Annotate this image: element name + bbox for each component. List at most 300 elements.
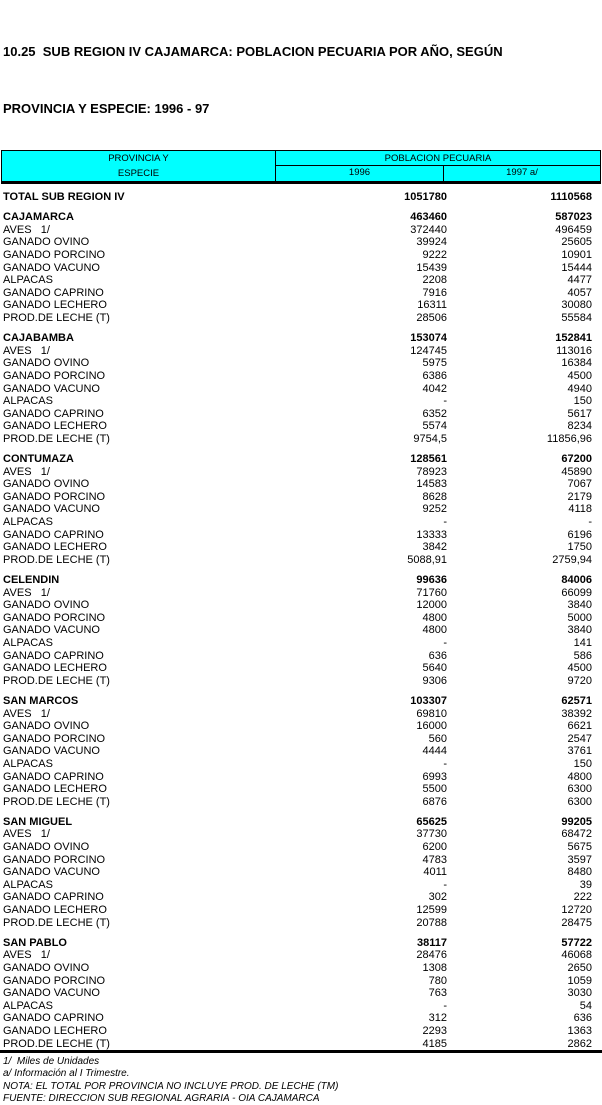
value-1996: -: [443, 516, 447, 529]
value-1996: -: [443, 999, 447, 1012]
row-label: GANADO CAPRINO: [3, 528, 104, 541]
value-1996: 560: [428, 732, 447, 745]
row-spacer: [592, 662, 602, 675]
species-row: [0, 408, 602, 421]
row-spacer: [592, 287, 602, 300]
row-spacer: [592, 624, 602, 637]
province-header-row: [0, 695, 602, 708]
value-1996: 4800: [422, 611, 447, 624]
value-1997: 2862: [567, 1037, 592, 1050]
header-group-poblacion: [276, 151, 600, 181]
value-1996: 4042: [422, 382, 447, 395]
species-row: [0, 612, 602, 625]
row-spacer: [592, 433, 602, 446]
row-spacer: [592, 408, 602, 421]
row-label: GANADO VACUNO: [3, 503, 100, 516]
row-spacer: [592, 841, 602, 854]
row-label: GANADO LECHERO: [3, 783, 107, 796]
value-1997: 141: [573, 636, 592, 649]
province-section: [0, 695, 602, 808]
value-1996: -: [443, 395, 447, 408]
value-1996: 69810: [416, 707, 447, 720]
species-row: [0, 987, 602, 1000]
row-spacer: [592, 299, 602, 312]
value-1997: 99205: [561, 815, 592, 828]
value-1996: 8628: [422, 490, 447, 503]
value-1997: 587023: [555, 211, 592, 224]
value-1997: 3840: [567, 624, 592, 637]
species-row: [0, 675, 602, 688]
row-spacer: [592, 478, 602, 491]
species-row: [0, 1038, 602, 1051]
table-body: [0, 184, 602, 1050]
row-spacer: [592, 758, 602, 771]
value-1996: 6352: [422, 407, 447, 420]
row-label: GANADO LECHERO: [3, 662, 107, 675]
row-spacer: [592, 879, 602, 892]
footnote-fuente: FUENTE: DIRECCION SUB REGIONAL AGRARIA - OIA CAJAMARCA: [3, 1093, 320, 1105]
species-row: [0, 758, 602, 771]
value-1997: 66099: [561, 586, 592, 599]
province-section: [0, 211, 602, 324]
species-row: [0, 745, 602, 758]
row-label: PROD.DE LECHE (T): [3, 1037, 110, 1050]
species-row: [0, 236, 602, 249]
species-row: [0, 949, 602, 962]
province-header-row: [0, 574, 602, 587]
species-row: [0, 891, 602, 904]
row-spacer: [592, 720, 602, 733]
species-row: [0, 541, 602, 554]
value-1996: 5088,91: [407, 553, 447, 566]
province-header-row: [0, 211, 602, 224]
value-1997: 2759,94: [552, 553, 592, 566]
species-row: [0, 249, 602, 262]
value-1996: 4185: [422, 1037, 447, 1050]
value-1996: 5640: [422, 662, 447, 675]
value-1997: 62571: [561, 694, 592, 707]
species-row: [0, 370, 602, 383]
header-poblacion-pecuaria-label: POBLACION PECUARIA: [276, 151, 600, 166]
header-cell-provincia-especie: [2, 151, 276, 181]
value-1996: 20788: [416, 916, 447, 929]
value-1997: 5675: [567, 841, 592, 854]
header-especie-label: ESPECIE: [117, 168, 160, 179]
row-spacer: [592, 345, 602, 358]
row-label: GANADO CAPRINO: [3, 649, 104, 662]
row-label: GANADO PORCINO: [3, 490, 106, 503]
species-row: [0, 224, 602, 237]
species-row: [0, 587, 602, 600]
province-section: [0, 453, 602, 566]
value-1997: 2547: [567, 732, 592, 745]
value-1996: 128561: [410, 453, 447, 466]
value-1996: 5975: [422, 357, 447, 370]
row-spacer: [592, 587, 602, 600]
species-row: [0, 466, 602, 479]
row-spacer: [592, 866, 602, 879]
species-row: [0, 357, 602, 370]
value-1996: 5574: [422, 420, 447, 433]
value-1996: 372440: [410, 223, 447, 236]
value-1996: 463460: [410, 211, 447, 224]
value-1996: 71760: [416, 586, 447, 599]
row-spacer: [592, 370, 602, 383]
row-spacer: [592, 332, 602, 345]
value-1997: 4500: [567, 662, 592, 675]
row-spacer: [592, 1038, 602, 1051]
species-row: [0, 771, 602, 784]
species-row: [0, 637, 602, 650]
page-title: [0, 0, 602, 137]
value-1996: 5500: [422, 783, 447, 796]
value-1996: 78923: [416, 465, 447, 478]
value-1996: 16311: [417, 299, 447, 312]
value-1997: 7067: [567, 478, 592, 491]
species-row: [0, 274, 602, 287]
value-1996: 99636: [416, 574, 447, 586]
value-1997: 38392: [561, 707, 592, 720]
value-1996: 9754,5: [413, 432, 447, 445]
row-label: GANADO PORCINO: [3, 974, 106, 987]
row-spacer: [592, 733, 602, 746]
value-1996: -: [443, 878, 447, 891]
value-1997: 152841: [555, 332, 592, 345]
value-1997: 6300: [567, 795, 592, 808]
value-1997: 113016: [556, 344, 592, 357]
row-label: PROD.DE LECHE (T): [3, 795, 110, 808]
row-label: GANADO VACUNO: [3, 261, 100, 274]
row-label: AVES 1/: [3, 707, 50, 720]
value-1997: 6621: [567, 720, 592, 733]
value-1996: 6993: [422, 770, 447, 783]
value-1997: 4477: [567, 274, 592, 287]
species-row: [0, 420, 602, 433]
row-label: CONTUMAZA: [3, 453, 74, 466]
species-row: [0, 599, 602, 612]
value-1997: 1750: [567, 541, 592, 554]
row-label: SAN MIGUEL: [3, 815, 73, 828]
species-row: [0, 491, 602, 504]
value-1996: 15439: [416, 261, 447, 274]
row-spacer: [592, 796, 602, 809]
total-row: [0, 191, 602, 204]
row-label: SAN PABLO: [3, 936, 67, 949]
province-section: [0, 937, 602, 1050]
row-label: CAJABAMBA: [3, 332, 74, 345]
row-spacer: [592, 599, 602, 612]
species-row: [0, 720, 602, 733]
value-1997: 5617: [567, 407, 592, 420]
value-1997: 150: [573, 757, 592, 770]
row-spacer: [592, 503, 602, 516]
row-spacer: [592, 274, 602, 287]
value-1996: 12599: [416, 904, 447, 917]
value-1997: 5000: [567, 611, 592, 624]
value-1996: 763: [428, 987, 447, 1000]
row-label: GANADO CAPRINO: [3, 1012, 104, 1025]
value-1997: 39: [579, 878, 592, 891]
row-spacer: [592, 650, 602, 663]
footnote-nota: NOTA: EL TOTAL POR PROVINCIA NO INCLUYE PROD. DE LECHE (TM): [3, 1080, 339, 1092]
page-title-line2: PROVINCIA Y ESPECIE: 1996 - 97: [3, 101, 210, 116]
species-row: [0, 433, 602, 446]
value-1996: 4011: [423, 866, 447, 879]
species-row: [0, 828, 602, 841]
value-1996: 9306: [422, 674, 447, 687]
value-1997: 25605: [561, 236, 592, 249]
row-label: GANADO CAPRINO: [3, 891, 104, 904]
value-1996: 6200: [422, 841, 447, 854]
value-1996: 312: [428, 1012, 447, 1025]
row-spacer: [592, 529, 602, 542]
value-1997: -: [588, 516, 592, 529]
species-row: [0, 262, 602, 275]
value-1996: 4800: [422, 624, 447, 637]
row-label: AVES 1/: [3, 586, 50, 599]
row-spacer: [592, 962, 602, 975]
row-spacer: [592, 637, 602, 650]
row-label: GANADO LECHERO: [3, 904, 107, 917]
row-spacer: [592, 612, 602, 625]
row-label: ALPACAS: [3, 395, 53, 408]
species-row: [0, 962, 602, 975]
total-value-1996: 1051780: [404, 191, 447, 203]
species-row: [0, 312, 602, 325]
row-spacer: [592, 249, 602, 262]
value-1997: 10901: [561, 248, 592, 261]
row-spacer: [592, 236, 602, 249]
row-label: GANADO CAPRINO: [3, 407, 104, 420]
province-section: [0, 816, 602, 929]
value-1997: 2179: [567, 490, 592, 503]
value-1996: 13333: [416, 528, 447, 541]
row-spacer: [592, 771, 602, 784]
value-1996: -: [443, 757, 447, 770]
row-label: AVES 1/: [3, 949, 50, 962]
footnote-units: 1/ Miles de Unidades: [3, 1056, 100, 1068]
value-1997: 636: [573, 1012, 592, 1025]
row-label: PROD.DE LECHE (T): [3, 674, 110, 687]
row-spacer: [592, 211, 602, 224]
row-label: GANADO LECHERO: [3, 1024, 107, 1037]
province-section: [0, 332, 602, 445]
total-value-1997: 1110568: [550, 191, 592, 203]
row-spacer: [592, 917, 602, 930]
value-1996: 4783: [422, 853, 447, 866]
value-1997: 150: [573, 395, 592, 408]
value-1996: 65625: [416, 815, 447, 828]
value-1997: 4800: [567, 770, 592, 783]
row-spacer: [592, 891, 602, 904]
value-1996: 7916: [422, 286, 447, 299]
row-label: GANADO OVINO: [3, 236, 90, 249]
value-1997: 2650: [567, 962, 592, 974]
value-1997: 68472: [561, 828, 592, 841]
value-1997: 57722: [561, 936, 592, 949]
value-1996: 780: [428, 974, 447, 987]
province-header-row: [0, 332, 602, 345]
row-spacer: [592, 383, 602, 396]
row-label: GANADO PORCINO: [3, 611, 106, 624]
row-label: PROD.DE LECHE (T): [3, 311, 110, 324]
row-label: GANADO OVINO: [3, 357, 90, 370]
species-row: [0, 1000, 602, 1013]
value-1997: 1059: [567, 974, 592, 987]
value-1996: 12000: [416, 599, 447, 612]
value-1996: 6386: [422, 369, 447, 382]
province-header-row: [0, 937, 602, 950]
row-label: ALPACAS: [3, 999, 53, 1012]
row-label: GANADO LECHERO: [3, 420, 107, 433]
value-1997: 11856,96: [546, 432, 592, 445]
row-spacer: [592, 695, 602, 708]
total-row-label: TOTAL SUB REGION IV: [3, 191, 125, 203]
value-1996: 9252: [422, 503, 447, 516]
species-row: [0, 299, 602, 312]
row-spacer: [592, 745, 602, 758]
value-1996: 38117: [417, 936, 447, 949]
value-1997: 30080: [561, 299, 592, 312]
row-spacer: [592, 466, 602, 479]
species-row: [0, 345, 602, 358]
row-spacer: [592, 1000, 602, 1013]
row-label: GANADO CAPRINO: [3, 286, 104, 299]
species-row: [0, 975, 602, 988]
species-row: [0, 783, 602, 796]
row-spacer: [592, 904, 602, 917]
value-1997: 45890: [561, 465, 592, 478]
value-1996: 636: [428, 649, 447, 662]
row-spacer: [592, 312, 602, 325]
row-label: ALPACAS: [3, 274, 53, 287]
row-label: AVES 1/: [3, 223, 50, 236]
value-1997: 9720: [567, 674, 592, 687]
row-spacer: [592, 708, 602, 721]
species-row: [0, 650, 602, 663]
row-label: GANADO VACUNO: [3, 624, 100, 637]
value-1997: 6300: [567, 783, 592, 796]
value-1996: 28506: [416, 311, 447, 324]
species-row: [0, 841, 602, 854]
value-1997: 67200: [561, 453, 592, 466]
header-provincia-label: PROVINCIA Y: [108, 153, 169, 164]
value-1997: 15444: [561, 261, 592, 274]
row-label: GANADO VACUNO: [3, 987, 100, 1000]
row-label: GANADO VACUNO: [3, 866, 100, 879]
value-1997: 3840: [567, 599, 592, 612]
value-1997: 3597: [567, 853, 592, 866]
value-1997: 3030: [567, 987, 592, 1000]
value-1997: 84006: [561, 574, 592, 586]
row-spacer: [592, 541, 602, 554]
row-label: GANADO CAPRINO: [3, 770, 104, 783]
row-spacer: [592, 420, 602, 433]
value-1996: -: [443, 636, 447, 649]
value-1997: 55584: [561, 311, 592, 324]
row-label: CELENDIN: [3, 574, 60, 586]
value-1997: 6196: [567, 528, 592, 541]
province-header-row: [0, 816, 602, 829]
row-spacer: [592, 224, 602, 237]
footnotes: [0, 1053, 602, 1105]
row-spacer: [592, 516, 602, 529]
value-1996: 39924: [416, 236, 447, 249]
species-row: [0, 904, 602, 917]
header-year-row: [276, 166, 600, 181]
value-1997: 46068: [561, 949, 592, 962]
species-row: [0, 395, 602, 408]
species-row: [0, 516, 602, 529]
species-row: [0, 383, 602, 396]
row-spacer: [592, 574, 602, 587]
value-1997: 4940: [567, 382, 592, 395]
value-1997: 54: [579, 999, 592, 1012]
header-col-1996: 1996: [276, 166, 444, 181]
value-1997: 12720: [561, 904, 592, 917]
row-label: CAJAMARCA: [3, 211, 74, 224]
value-1997: 496459: [555, 223, 592, 236]
value-1996: 2293: [422, 1024, 447, 1037]
row-spacer: [592, 937, 602, 950]
row-label: GANADO LECHERO: [3, 541, 107, 554]
row-label: ALPACAS: [3, 516, 53, 529]
value-1997: 222: [573, 891, 592, 904]
value-1997: 8480: [567, 866, 592, 879]
species-row: [0, 917, 602, 930]
row-spacer: [592, 975, 602, 988]
table-header: [1, 150, 601, 184]
species-row: [0, 554, 602, 567]
value-1996: 124745: [410, 344, 447, 357]
row-spacer: [592, 675, 602, 688]
row-spacer: [592, 453, 602, 466]
row-label: GANADO OVINO: [3, 841, 90, 854]
value-1996: 28476: [416, 949, 447, 962]
row-spacer: [592, 357, 602, 370]
value-1996: 4444: [422, 745, 447, 758]
row-label: ALPACAS: [3, 878, 53, 891]
row-label: GANADO VACUNO: [3, 745, 100, 758]
value-1996: 2208: [422, 274, 447, 287]
row-label: GANADO LECHERO: [3, 299, 107, 312]
province-header-row: [0, 453, 602, 466]
row-spacer: [592, 949, 602, 962]
row-label: ALPACAS: [3, 636, 53, 649]
species-row: [0, 1025, 602, 1038]
row-label: GANADO PORCINO: [3, 248, 106, 261]
row-label: GANADO OVINO: [3, 720, 90, 733]
value-1997: 8234: [567, 420, 592, 433]
row-label: GANADO OVINO: [3, 478, 90, 491]
row-spacer: [592, 854, 602, 867]
row-label: AVES 1/: [3, 344, 50, 357]
value-1996: 1308: [422, 962, 447, 974]
row-label: GANADO PORCINO: [3, 369, 106, 382]
row-label: GANADO VACUNO: [3, 382, 100, 395]
row-label: AVES 1/: [3, 828, 50, 841]
value-1997: 4500: [567, 369, 592, 382]
header-col-1997: 1997 a/: [506, 167, 538, 178]
row-label: GANADO PORCINO: [3, 853, 106, 866]
row-label: PROD.DE LECHE (T): [3, 553, 110, 566]
value-1997: 3761: [567, 745, 592, 758]
value-1996: 16000: [416, 720, 447, 733]
value-1997: 4057: [567, 286, 592, 299]
species-row: [0, 529, 602, 542]
value-1996: 9222: [422, 248, 447, 261]
value-1997: 28475: [561, 916, 592, 929]
